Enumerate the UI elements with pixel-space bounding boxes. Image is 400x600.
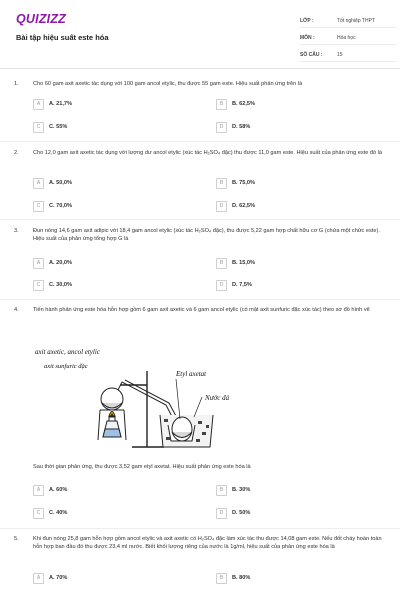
option-label: D. — [232, 124, 238, 131]
meta-label: MÔN : — [300, 34, 315, 41]
question-number: 4. — [14, 307, 19, 313]
option-c[interactable] — [33, 280, 72, 291]
question-text: Cho 12,0 gam axit axetic tác dụng với lượng dư ancol etylic (xúc tác H₂SO₄ đặc) thu được 11,0 gam este. Hiệu suất của phản ứng este đó là — [33, 150, 383, 156]
option-letter: D — [216, 508, 227, 519]
option-value: 40% — [56, 510, 68, 517]
option-letter: A — [33, 99, 44, 110]
option-label: B. — [232, 575, 238, 582]
figure-label-reactants: axit axetic, ancol etylic — [35, 348, 100, 356]
option-letter: A — [33, 258, 44, 269]
figure-label-product: Etyl axetat — [176, 370, 207, 378]
option-label: B. — [232, 180, 238, 187]
question-2 — [14, 149, 386, 219]
worksheet-meta — [300, 14, 396, 65]
option-value: 30% — [239, 487, 251, 494]
meta-row-count — [300, 48, 396, 62]
option-value: 21,7% — [56, 101, 73, 108]
question-text: Cho 60 gam axit axetic tác dụng với 100 gam ancol etylic, thu được 55 gam este. Hiệu suất phản ứng trên là — [33, 81, 303, 87]
option-value: 62,5% — [239, 203, 256, 210]
option-c[interactable] — [33, 508, 67, 519]
reaction-flask — [101, 382, 123, 410]
option-b[interactable] — [216, 258, 255, 269]
option-value: 7,5% — [239, 282, 252, 289]
option-b[interactable] — [216, 178, 255, 189]
pointer-line — [176, 379, 180, 419]
option-letter: D — [216, 201, 227, 212]
option-label: D. — [232, 203, 238, 210]
option-letter: C — [33, 280, 44, 291]
option-label: B. — [232, 487, 238, 494]
figure-label-ice: Nước đá — [205, 394, 230, 402]
question-3 — [14, 227, 386, 297]
option-value: 75,0% — [239, 180, 256, 187]
option-a[interactable] — [33, 99, 72, 110]
meta-value: Hóa học — [337, 34, 356, 41]
question-text: Khi đun nóng 25,8 gam hỗn hợp gồm ancol etylic và axit axetic có H₂SO₄ đặc làm xúc tác thu được 14,08 gam este. Nếu đốt cháy hoàn toàn hỗn hợp ban đầu đó thu được 23,4 ml nước. Biết khối lượng riêng của nước là 1g/ml, hiệu suất của phản ứng este hóa là — [33, 536, 382, 551]
option-label: A. — [49, 487, 55, 494]
option-label: C. — [49, 203, 55, 210]
option-d[interactable] — [216, 201, 255, 212]
option-d[interactable] — [216, 122, 250, 133]
option-value: 80% — [239, 575, 251, 582]
option-b[interactable] — [216, 485, 250, 496]
option-a[interactable] — [33, 485, 67, 496]
option-b[interactable] — [216, 99, 255, 110]
pointer-line — [194, 397, 202, 417]
worksheet-title: Bài tập hiệu suất este hóa — [16, 33, 109, 42]
option-d[interactable] — [216, 280, 252, 291]
option-letter: C — [33, 122, 44, 133]
option-value: 50,0% — [56, 180, 73, 187]
option-a[interactable] — [33, 258, 72, 269]
option-label: C. — [49, 282, 55, 289]
option-value: 62,5% — [239, 101, 256, 108]
option-letter: B — [216, 178, 227, 189]
option-value: 70% — [56, 575, 68, 582]
option-letter: A — [33, 573, 44, 584]
question-number: 3. — [14, 228, 19, 234]
option-label: C. — [49, 510, 55, 517]
meta-label: SỐ CÂU : — [300, 51, 323, 58]
option-value: 58% — [239, 124, 251, 131]
question-divider — [0, 299, 400, 300]
option-letter: B — [216, 485, 227, 496]
option-value: 50% — [239, 510, 251, 517]
option-label: D. — [232, 510, 238, 517]
option-label: B. — [232, 260, 238, 267]
question-divider — [0, 141, 400, 142]
option-a[interactable] — [33, 573, 67, 584]
option-letter: A — [33, 178, 44, 189]
option-letter: C — [33, 508, 44, 519]
option-letter: B — [216, 99, 227, 110]
meta-label: LỚP : — [300, 17, 314, 24]
option-a[interactable] — [33, 178, 72, 189]
meta-row-class — [300, 14, 396, 28]
option-value: 15,0% — [239, 260, 256, 267]
quizizz-logo: QUIZIZZ — [16, 12, 67, 26]
option-letter: D — [216, 122, 227, 133]
option-c[interactable] — [33, 201, 72, 212]
option-c[interactable] — [33, 122, 67, 133]
option-letter: B — [216, 258, 227, 269]
option-label: A. — [49, 575, 55, 582]
figure-label-catalyst: axit sunfuric đặc — [44, 363, 88, 370]
meta-row-subject — [300, 31, 396, 45]
question-number: 1. — [14, 81, 19, 87]
apparatus-figure — [30, 337, 235, 455]
option-letter: C — [33, 201, 44, 212]
option-letter: D — [216, 280, 227, 291]
option-label: B. — [232, 101, 238, 108]
question-text: Tiến hành phản ứng este hóa hỗn hợp gồm 6 gam axit axetic và 6 gam ancol etylic (có mặt axit sunfuric đặc xúc tác) theo sơ đồ hình vẽ — [33, 307, 370, 313]
option-label: D. — [232, 282, 238, 289]
option-value: 55% — [56, 124, 68, 131]
worksheet-header — [0, 0, 400, 69]
question-5 — [14, 535, 386, 600]
question-divider — [0, 528, 400, 529]
option-label: A. — [49, 180, 55, 187]
question-divider — [0, 219, 400, 220]
question-1 — [14, 80, 386, 140]
option-value: 70,0% — [56, 203, 73, 210]
option-value: 20,0% — [56, 260, 73, 267]
option-d[interactable] — [216, 508, 250, 519]
question-followup-text: Sau thời gian phản ứng, thu được 3,52 gam etyl axetat. Hiệu suất phản ứng este hóa là — [33, 464, 251, 470]
option-label: A. — [49, 260, 55, 267]
question-text: Đun nóng 14,6 gam axit adipic với 18,4 gam ancol etylic (xúc tác H₂SO₄ đặc), thu được 5,22 gam hợp chất hữu cơ G (chứa một chức este). Hiệu suất của phản ứng tổng hợp G là — [33, 228, 380, 243]
option-letter: A — [33, 485, 44, 496]
option-letter: B — [216, 573, 227, 584]
alcohol-burner — [103, 412, 121, 438]
meta-value: 15 — [337, 51, 343, 58]
option-b[interactable] — [216, 573, 250, 584]
retort-stand — [120, 371, 164, 447]
question-number: 2. — [14, 150, 19, 156]
option-label: A. — [49, 101, 55, 108]
option-label: C. — [49, 124, 55, 131]
option-value: 60% — [56, 487, 68, 494]
meta-value: Tốt nghiệp THPT — [337, 17, 375, 24]
question-number: 5. — [14, 536, 19, 542]
option-value: 30,0% — [56, 282, 73, 289]
